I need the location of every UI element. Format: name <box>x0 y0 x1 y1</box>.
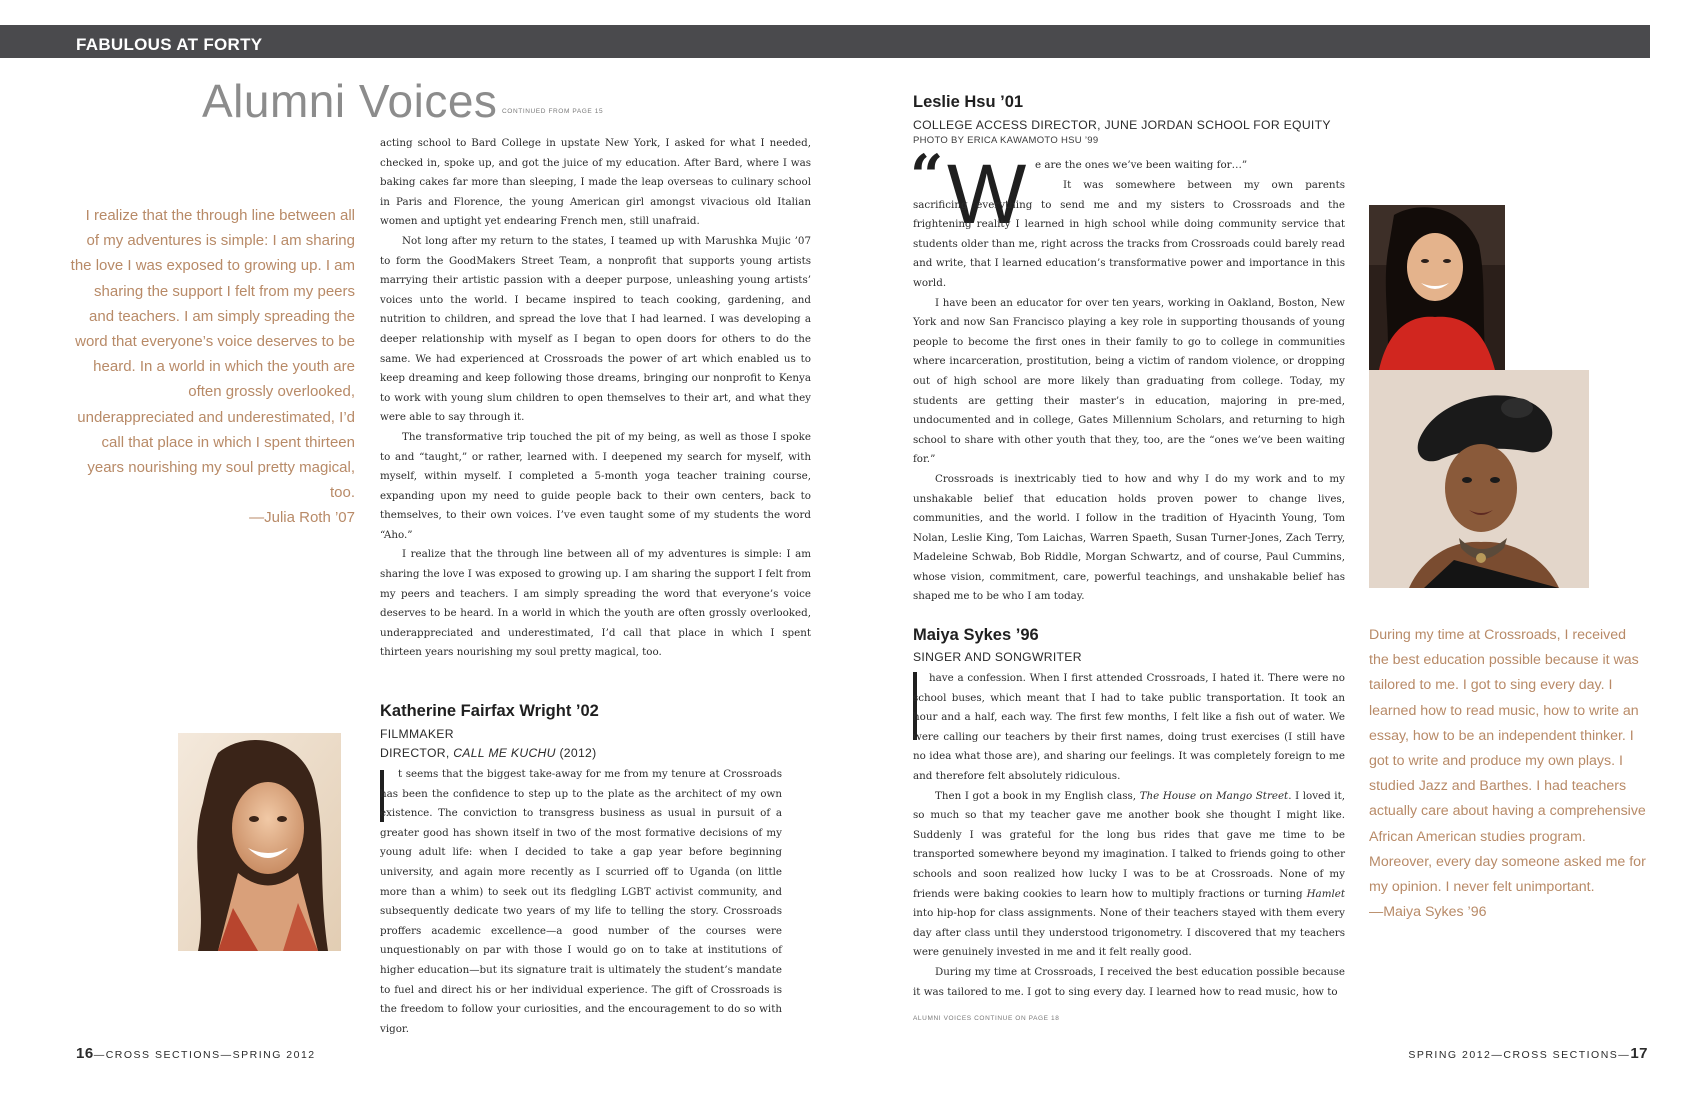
portrait-image <box>1369 370 1589 588</box>
paragraph: During my time at Crossroads, I received the best education possible because it was tailored to me. I got to sing every day. I learned how to read music, how to <box>913 965 1345 998</box>
role-prefix: DIRECTOR, <box>380 746 454 760</box>
portrait-image <box>1369 205 1505 370</box>
section-title: FABULOUS AT FORTY <box>76 35 263 54</box>
leslie-hsu-article <box>913 176 1345 607</box>
continue-note: ALUMNI VOICES CONTINUE ON PAGE 18 <box>913 1015 1060 1022</box>
paragraph: I have been an educator for over ten years, working in Oakland, Boston, New York and now San Francisco playing a key role in supporting thousands of young people to become the first ones in their family to go to college in communities where incarceration, prostitution, being a victim of random violence, or dropping out of high school are more likely than graduating from college. Today, my students are getting their master’s in education, majoring in pre-med, undocumented and in college, Gates Millennium Scholars, and returning to high school to share with other youth that they, too, are the “ones we’ve been waiting for.” <box>913 296 1345 466</box>
role-suffix: (2012) <box>555 746 597 760</box>
paragraph: have a confession. When I first attended Crossroads, I hated it. There were no school buses, which meant that I had to take public transportation. It took an hour and a half, each way. The first few months, I felt like a fish out of water. We were calling our teachers by their first names, doing trust exercises (I still have no idea what those are), and sharing our feelings. It was completely foreign to me and therefore felt absolutely ridiculous. <box>913 672 1345 782</box>
pull-quote-text: During my time at Crossroads, I received the best education possible because it was tailored to me. I got to sing every day. I learned how to read music, how to write an essay, how to be an independent thinker. I got to write and produce my own plays. I studied Jazz and Barthes. I had teachers actually care about having a comprehensive African American studies program. Moreover, every day someone asked me for my opinion. I never felt unimportant. <box>1369 627 1646 896</box>
pull-quote-text: I realize that the through line between all of my adventures is simple: I am sharing the love I was exposed to growing up. I am sharing the support I felt from my peers and teachers. I am simply spreading the word that everyone’s voice deserves to be heard. In a world in which the youth are often grossly overlooked, underappreciated and underestimated, I’d call that place in which I spent thirteen years nourishing my soul pretty magical, too. <box>70 207 355 502</box>
text-run: . I loved it, so much so that my teacher gave me another book she thought I might like. Suddenly I was grateful for the long bus rides that gave me time to be transported somewhere beyond my imagination. I talked to friends going to other schools and soon realized how lucky I was to be at Crossroads. None of my friends were baking cookies to learn how to multiply fractions or turning <box>913 789 1346 900</box>
paragraph: I realize that the through line between all of my adventures is simple: I am sharing the love I was exposed to growing up. I am sharing the support I felt from my peers and teachers. I am simply spreading the word that everyone’s voice deserves to be heard. In a world in which the youth are often grossly overlooked, underappreciated and underestimated, I’d call that place in which I spent thirteen years nourishing my soul pretty magical, too. <box>380 548 811 659</box>
julia-roth-article <box>380 134 811 663</box>
footer-text: SPRING 2012—CROSS SECTIONS— <box>1408 1049 1631 1061</box>
leslie-hsu-opening <box>1035 156 1345 176</box>
play-title: Hamlet <box>1306 887 1345 900</box>
paragraph: t seems that the biggest take-away for me from my tenure at Crossroads has been the confidence to step up to the plate as the architect of my own existence. The conviction to transgress business as usual in pursuit of a greater good has shown itself in two of the most formative decisions of my young adult life: when I decided to take a gap year before beginning university, and again more recently as I scurried off to Uganda (on little more than a whim) to seek out its fledgling LGBT activist community, and subsequently dedicate two years of my life to telling the story. Crossroads proffers academic excellence—a good number of the courses were unquestionably on par with those I would go on to take at institutions of higher education—but its signature trait is ultimately the student’s mandate to fuel and direct his or her individual experience. The gift of Crossroads is the freedom to follow your curiosities, and the encouragement to do so with vigor. <box>380 768 782 1035</box>
leslie-hsu-photo-credit: PHOTO BY ERICA KAWAMOTO HSU ’99 <box>913 135 1099 146</box>
paragraph: Not long after my return to the states, I teamed up with Marushka Mujic ’07 to form the GoodMakers Street Team, a nonprofit that supports young artists marrying their artistic passion with a deeper purpose, unleashing young artists’ voices unto the world. I became inspired to teach cooking, gardening, and nutrition to children, and spread the love that I had learned. I was developing a deeper relationship with myself as I began to open doors for others to do the same. We had experienced at Crossroads the power of art which enabled us to keep dreaming and keep following those dreams, bringing our nonprofit to Kenya to work with young slum children to open themselves to their art, and what they were able to say through it. <box>380 234 811 424</box>
text-run: Then I got a book in my English class, <box>935 789 1140 802</box>
text-run: into hip-hop for class assignments. None of their teachers stayed with them every day after class until they understood trigonometry. I discovered that my teachers were genuinely invested in me and it felt really good. <box>913 907 1345 959</box>
maiya-sykes-photo <box>1369 370 1589 588</box>
paragraph: acting school to Bard College in upstate New York, I asked for what I needed, checked in, spoke up, and got the juice of my education. After Bard, where I was baking cakes far more than sleeping, I made the leap overseas to culinary school in Paris and Florence, the young American girl amongst vivacious old Italian women and uptight yet endearing French men, still unafraid. <box>380 137 811 228</box>
paragraph: The transformative trip touched the pit of my being, as well as those I spoke to and “taught,” or rather, learned with. I deepened my search for myself, with myself, within myself. I completed a 5-month yoga teacher training course, expanding upon my need to guide people back to their own centers, back to themselves, to their own voices. I’ve even taught some of my students the word “Aho.” <box>380 430 811 541</box>
pull-quote-left <box>70 203 355 531</box>
maiya-sykes-article <box>913 669 1345 1002</box>
pull-quote-right <box>1369 623 1649 925</box>
book-title: The House on Mango Street <box>1139 789 1289 802</box>
leslie-hsu-photo <box>1369 205 1505 370</box>
katherine-wright-photo <box>178 733 341 951</box>
katherine-wright-role: FILMMAKER <box>380 727 454 741</box>
katherine-wright-name: Katherine Fairfax Wright ’02 <box>380 702 599 720</box>
opening-line: e are the ones we’ve been waiting for…” <box>1035 159 1248 171</box>
pull-quote-attribution: —Julia Roth ’07 <box>249 509 355 527</box>
page-number: 16 <box>76 1045 94 1062</box>
maiya-sykes-name: Maiya Sykes ’96 <box>913 626 1039 644</box>
katherine-wright-film-credit <box>380 746 596 760</box>
dropcap-w: W <box>947 147 1027 241</box>
portrait-image <box>178 733 341 951</box>
open-quote-mark: “ <box>910 142 944 210</box>
katherine-wright-article <box>380 765 782 1039</box>
leslie-hsu-name: Leslie Hsu ’01 <box>913 93 1024 111</box>
footer-left <box>76 1045 316 1062</box>
paragraph: Crossroads is inextricably tied to how and why I do my work and to my unshakable belief that education holds proven power to change lives, communities, and the world. I follow in the tradition of Hyacinth Young, Tom Nolan, Leslie King, Tom Laichas, Warren Spaeth, Susan Turner-Jones, Zach Terry, Madeleine Schwab, Bob Riddle, Morgan Schwartz, and of course, Paul Cummins, whose vision, commitment, care, powerful teachings, and unshakable belief has shaped me to be who I am today. <box>913 472 1345 603</box>
footer-text: —CROSS SECTIONS—SPRING 2012 <box>93 1049 316 1061</box>
maiya-sykes-role: SINGER AND SONGWRITER <box>913 650 1082 664</box>
paragraph <box>913 787 1345 963</box>
pull-quote-attribution: —Maiya Sykes ’96 <box>1369 904 1487 921</box>
film-title: CALL ME KUCHU <box>453 746 556 760</box>
page-number: 17 <box>1630 1045 1648 1062</box>
footer-right <box>1408 1045 1648 1062</box>
paragraph: It was somewhere between my own parents sacrificing everything to send me and my sisters to Crossroads and the frightening reality I learned in high school while doing community service that students older than me, right across the tracks from Crossroads could barely read and write, that I learned education’s transformative power and importance in this world. <box>913 179 1345 289</box>
continued-note: CONTINUED FROM PAGE 15 <box>502 108 604 115</box>
leslie-hsu-role: COLLEGE ACCESS DIRECTOR, JUNE JORDAN SCHOOL FOR EQUITY <box>913 118 1331 132</box>
page-title: Alumni Voices <box>202 75 498 127</box>
